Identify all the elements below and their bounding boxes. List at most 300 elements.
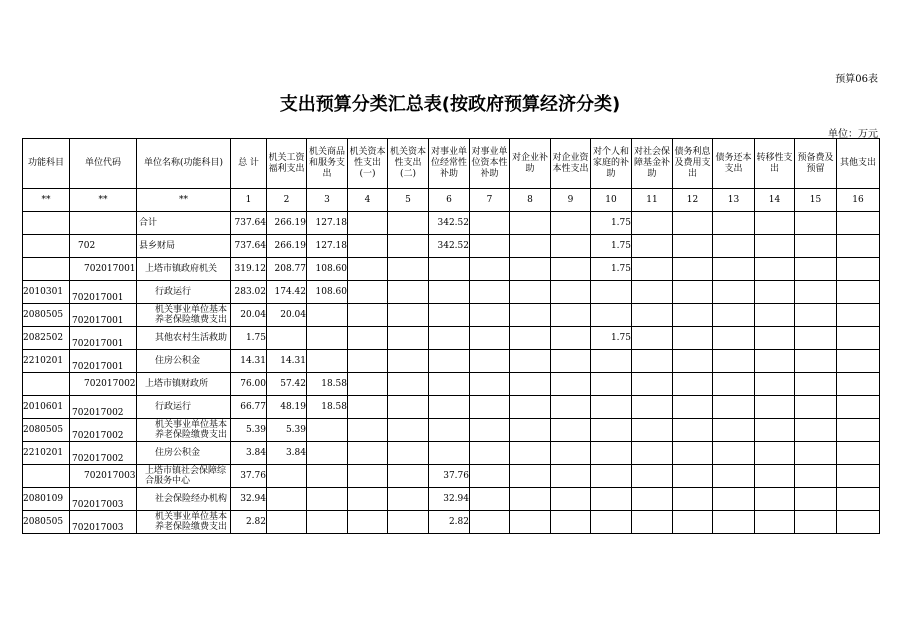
amount-cell: 208.77: [267, 258, 307, 281]
amount-cell: [713, 350, 755, 373]
amount-cell: 20.04: [267, 304, 307, 327]
amount-cell: [755, 419, 795, 442]
amount-cell: [388, 465, 429, 488]
amount-cell: [591, 465, 632, 488]
amount-cell: [470, 442, 510, 465]
amount-cell: [632, 465, 673, 488]
amount-cell: [837, 258, 880, 281]
amount-cell: 2.82: [429, 511, 470, 534]
amount-cell: [591, 419, 632, 442]
amount-cell: [510, 350, 551, 373]
amount-cell: [348, 304, 388, 327]
amount-cell: [470, 465, 510, 488]
amount-cell: [837, 442, 880, 465]
amount-cell: [673, 465, 713, 488]
amount-cell: [348, 235, 388, 258]
amount-cell: [551, 419, 591, 442]
amount-cell: 1.75: [231, 327, 267, 350]
amount-cell: [673, 258, 713, 281]
table-row: [23, 396, 880, 419]
column-header: 对社会保障基金补助: [632, 139, 673, 189]
amount-cell: [470, 396, 510, 419]
amount-cell: [307, 304, 348, 327]
unit-name: 县乡财局: [137, 235, 231, 258]
amount-cell: [673, 419, 713, 442]
unit-name: 上塔市镇政府机关: [137, 258, 231, 281]
amount-cell: [713, 442, 755, 465]
amount-cell: 319.12: [231, 258, 267, 281]
unit-name: 住房公积金: [137, 350, 231, 373]
amount-cell: 1.75: [591, 212, 632, 235]
unit-code: 702017001: [70, 281, 137, 304]
column-header: 机关资本性支出(一): [348, 139, 388, 189]
amount-cell: 342.52: [429, 235, 470, 258]
amount-cell: 174.42: [267, 281, 307, 304]
amount-cell: [837, 212, 880, 235]
column-header: 对个人和家庭的补助: [591, 139, 632, 189]
column-index: 15: [795, 189, 837, 212]
amount-cell: [632, 511, 673, 534]
amount-cell: [755, 235, 795, 258]
unit-code: 702017002: [70, 396, 137, 419]
amount-cell: 20.04: [231, 304, 267, 327]
amount-cell: [755, 212, 795, 235]
amount-cell: [673, 212, 713, 235]
column-header: 债务还本支出: [713, 139, 755, 189]
unit-code: 702017003: [70, 511, 137, 534]
amount-cell: [755, 350, 795, 373]
function-code: [23, 235, 70, 258]
amount-cell: [837, 350, 880, 373]
table-row: [23, 465, 880, 488]
amount-cell: [470, 327, 510, 350]
amount-cell: [348, 419, 388, 442]
amount-cell: [470, 281, 510, 304]
column-index: **: [70, 189, 137, 212]
function-code: 2080505: [23, 511, 70, 534]
amount-cell: [470, 419, 510, 442]
function-code: 2080505: [23, 304, 70, 327]
amount-cell: [713, 281, 755, 304]
amount-cell: [429, 327, 470, 350]
amount-cell: [755, 304, 795, 327]
amount-cell: [551, 258, 591, 281]
table-row: [23, 511, 880, 534]
unit-code: [70, 212, 137, 235]
amount-cell: [551, 350, 591, 373]
column-header: 机关资本性支出(二): [388, 139, 429, 189]
amount-cell: [632, 304, 673, 327]
unit-code: 702017002: [70, 419, 137, 442]
column-index: **: [23, 189, 70, 212]
table-row: [23, 212, 880, 235]
amount-cell: 32.94: [231, 488, 267, 511]
unit-name: 社会保险经办机构: [137, 488, 231, 511]
unit-code: 702017001: [70, 350, 137, 373]
amount-cell: [795, 488, 837, 511]
unit-name: 住房公积金: [137, 442, 231, 465]
amount-cell: 108.60: [307, 258, 348, 281]
column-header: 机关工资福利支出: [267, 139, 307, 189]
amount-cell: [795, 304, 837, 327]
amount-cell: 66.77: [231, 396, 267, 419]
amount-cell: [267, 511, 307, 534]
amount-cell: [713, 488, 755, 511]
amount-cell: [388, 258, 429, 281]
column-index: 13: [713, 189, 755, 212]
amount-cell: 5.39: [231, 419, 267, 442]
amount-cell: [837, 419, 880, 442]
amount-cell: [551, 511, 591, 534]
amount-cell: 5.39: [267, 419, 307, 442]
amount-cell: [348, 465, 388, 488]
column-index: 7: [470, 189, 510, 212]
amount-cell: [795, 465, 837, 488]
amount-cell: [348, 212, 388, 235]
amount-cell: [795, 258, 837, 281]
amount-cell: 32.94: [429, 488, 470, 511]
amount-cell: [429, 442, 470, 465]
amount-cell: 14.31: [231, 350, 267, 373]
unit-code: 702017002: [70, 442, 137, 465]
column-index: 4: [348, 189, 388, 212]
column-index: 8: [510, 189, 551, 212]
amount-cell: [713, 373, 755, 396]
amount-cell: [510, 465, 551, 488]
unit-name: 其他农村生活救助: [137, 327, 231, 350]
amount-cell: [551, 465, 591, 488]
amount-cell: [755, 281, 795, 304]
amount-cell: [795, 396, 837, 419]
amount-cell: [307, 511, 348, 534]
amount-cell: [551, 281, 591, 304]
amount-cell: [837, 304, 880, 327]
amount-cell: [673, 396, 713, 419]
column-index: 12: [673, 189, 713, 212]
column-header: 债务利息及费用支出: [673, 139, 713, 189]
amount-cell: [591, 511, 632, 534]
column-header: 单位代码: [70, 139, 137, 189]
amount-cell: [632, 281, 673, 304]
amount-cell: 76.00: [231, 373, 267, 396]
amount-cell: [267, 327, 307, 350]
column-index: 2: [267, 189, 307, 212]
amount-cell: [551, 396, 591, 419]
amount-cell: [837, 465, 880, 488]
amount-cell: [755, 327, 795, 350]
column-index: 9: [551, 189, 591, 212]
amount-cell: [388, 373, 429, 396]
amount-cell: [551, 212, 591, 235]
column-header: 其他支出: [837, 139, 880, 189]
amount-cell: [510, 488, 551, 511]
amount-cell: [510, 396, 551, 419]
amount-cell: [713, 212, 755, 235]
amount-cell: [348, 396, 388, 419]
amount-cell: [551, 488, 591, 511]
amount-cell: 737.64: [231, 235, 267, 258]
amount-cell: 127.18: [307, 235, 348, 258]
amount-cell: [673, 488, 713, 511]
table-row: [23, 281, 880, 304]
amount-cell: 266.19: [267, 212, 307, 235]
amount-cell: [470, 235, 510, 258]
form-number: 预算06表: [835, 74, 878, 85]
amount-cell: [348, 258, 388, 281]
unit-name: 机关事业单位基本养老保险缴费支出: [137, 304, 231, 327]
amount-cell: [673, 511, 713, 534]
amount-cell: [429, 350, 470, 373]
amount-cell: [348, 281, 388, 304]
amount-cell: [429, 373, 470, 396]
amount-cell: [510, 442, 551, 465]
amount-cell: [388, 212, 429, 235]
unit-code: 702017002: [70, 373, 137, 396]
table-body: [23, 212, 880, 534]
function-code: 2010601: [23, 396, 70, 419]
amount-cell: [429, 419, 470, 442]
unit-name: 合计: [137, 212, 231, 235]
amount-cell: 3.84: [231, 442, 267, 465]
column-index-row: [23, 189, 880, 212]
amount-cell: [307, 442, 348, 465]
amount-cell: [510, 304, 551, 327]
unit-code: 702017001: [70, 327, 137, 350]
amount-cell: 3.84: [267, 442, 307, 465]
amount-cell: [673, 281, 713, 304]
amount-cell: [551, 442, 591, 465]
amount-cell: [632, 419, 673, 442]
amount-cell: [795, 281, 837, 304]
amount-cell: [348, 327, 388, 350]
amount-cell: [551, 373, 591, 396]
amount-cell: [551, 327, 591, 350]
function-code: 2210201: [23, 442, 70, 465]
amount-cell: [307, 350, 348, 373]
function-code: 2082502: [23, 327, 70, 350]
amount-cell: [348, 488, 388, 511]
table-row: [23, 235, 880, 258]
function-code: [23, 373, 70, 396]
amount-cell: 1.75: [591, 327, 632, 350]
amount-cell: [510, 327, 551, 350]
amount-cell: [755, 465, 795, 488]
table-row: [23, 350, 880, 373]
amount-cell: [388, 350, 429, 373]
amount-cell: [837, 488, 880, 511]
amount-cell: [307, 488, 348, 511]
unit-name: 行政运行: [137, 281, 231, 304]
amount-cell: [388, 396, 429, 419]
amount-cell: [837, 511, 880, 534]
unit-name: 机关事业单位基本养老保险缴费支出: [137, 419, 231, 442]
table-row: [23, 419, 880, 442]
amount-cell: [755, 442, 795, 465]
unit-name: 行政运行: [137, 396, 231, 419]
amount-cell: [470, 212, 510, 235]
amount-cell: [632, 350, 673, 373]
amount-cell: 283.02: [231, 281, 267, 304]
amount-cell: [632, 258, 673, 281]
unit-name: 上塔市镇财政所: [137, 373, 231, 396]
amount-cell: [632, 212, 673, 235]
amount-cell: [673, 442, 713, 465]
amount-cell: [510, 419, 551, 442]
amount-cell: [591, 396, 632, 419]
amount-cell: 37.76: [429, 465, 470, 488]
amount-cell: [795, 212, 837, 235]
amount-cell: [837, 373, 880, 396]
amount-cell: [632, 442, 673, 465]
amount-cell: 2.82: [231, 511, 267, 534]
amount-cell: 108.60: [307, 281, 348, 304]
amount-cell: [673, 235, 713, 258]
amount-cell: [267, 465, 307, 488]
amount-cell: [388, 511, 429, 534]
column-header: 转移性支出: [755, 139, 795, 189]
amount-cell: [470, 304, 510, 327]
amount-cell: [673, 373, 713, 396]
amount-cell: [510, 373, 551, 396]
amount-cell: [713, 235, 755, 258]
column-header: 对企业资本性支出: [551, 139, 591, 189]
column-header: 对企业补助: [510, 139, 551, 189]
amount-cell: [632, 373, 673, 396]
amount-cell: [713, 396, 755, 419]
amount-cell: [755, 373, 795, 396]
amount-cell: [551, 304, 591, 327]
column-index: 3: [307, 189, 348, 212]
column-index: 6: [429, 189, 470, 212]
amount-cell: [837, 327, 880, 350]
amount-cell: 1.75: [591, 235, 632, 258]
amount-cell: [591, 442, 632, 465]
amount-cell: [348, 373, 388, 396]
amount-cell: 14.31: [267, 350, 307, 373]
unit-label: 单位：万元: [828, 129, 878, 140]
unit-code: 702: [70, 235, 137, 258]
amount-cell: [632, 235, 673, 258]
amount-cell: [673, 327, 713, 350]
column-header: 总 计: [231, 139, 267, 189]
column-index: 5: [388, 189, 429, 212]
function-code: 2010301: [23, 281, 70, 304]
amount-cell: [837, 396, 880, 419]
amount-cell: [388, 327, 429, 350]
amount-cell: [348, 350, 388, 373]
amount-cell: 57.42: [267, 373, 307, 396]
amount-cell: [713, 465, 755, 488]
amount-cell: [510, 511, 551, 534]
amount-cell: [429, 396, 470, 419]
unit-name: 上塔市镇社会保障综合服务中心: [137, 465, 231, 488]
amount-cell: [632, 396, 673, 419]
amount-cell: [551, 235, 591, 258]
amount-cell: 737.64: [231, 212, 267, 235]
amount-cell: [837, 235, 880, 258]
column-index: 10: [591, 189, 632, 212]
amount-cell: [837, 281, 880, 304]
table-row: [23, 442, 880, 465]
amount-cell: [470, 511, 510, 534]
function-code: [23, 212, 70, 235]
amount-cell: [713, 511, 755, 534]
amount-cell: [510, 258, 551, 281]
column-index: 14: [755, 189, 795, 212]
column-index: 11: [632, 189, 673, 212]
amount-cell: [429, 258, 470, 281]
amount-cell: [713, 419, 755, 442]
header-row: [23, 139, 880, 189]
amount-cell: [795, 511, 837, 534]
column-header: 机关商品和服务支出: [307, 139, 348, 189]
amount-cell: [795, 442, 837, 465]
amount-cell: [348, 511, 388, 534]
unit-code: 702017001: [70, 304, 137, 327]
amount-cell: [713, 258, 755, 281]
amount-cell: [591, 304, 632, 327]
amount-cell: [673, 350, 713, 373]
amount-cell: [632, 327, 673, 350]
page-title: 支出预算分类汇总表(按政府预算经济分类): [279, 94, 621, 115]
amount-cell: [470, 258, 510, 281]
amount-cell: [267, 488, 307, 511]
column-index: **: [137, 189, 231, 212]
amount-cell: [388, 419, 429, 442]
amount-cell: [470, 488, 510, 511]
amount-cell: [713, 304, 755, 327]
amount-cell: [795, 350, 837, 373]
table-row: [23, 304, 880, 327]
amount-cell: [388, 442, 429, 465]
column-index: 16: [837, 189, 880, 212]
amount-cell: [307, 419, 348, 442]
amount-cell: [755, 396, 795, 419]
function-code: 2080505: [23, 419, 70, 442]
amount-cell: 37.76: [231, 465, 267, 488]
budget-table: [22, 138, 880, 534]
amount-cell: [510, 235, 551, 258]
column-header: 对事业单位资本性补助: [470, 139, 510, 189]
amount-cell: [388, 281, 429, 304]
table-row: [23, 488, 880, 511]
unit-code: 702017003: [70, 465, 137, 488]
amount-cell: [429, 281, 470, 304]
amount-cell: [591, 281, 632, 304]
amount-cell: [755, 511, 795, 534]
amount-cell: [307, 327, 348, 350]
amount-cell: [470, 373, 510, 396]
amount-cell: [673, 304, 713, 327]
amount-cell: [755, 488, 795, 511]
unit-name: 机关事业单位基本养老保险缴费支出: [137, 511, 231, 534]
column-header: 对事业单位经常性补助: [429, 139, 470, 189]
amount-cell: [591, 488, 632, 511]
column-header: 单位名称(功能科目): [137, 139, 231, 189]
amount-cell: 127.18: [307, 212, 348, 235]
amount-cell: [307, 465, 348, 488]
amount-cell: [755, 258, 795, 281]
amount-cell: [470, 350, 510, 373]
amount-cell: 342.52: [429, 212, 470, 235]
amount-cell: [795, 327, 837, 350]
table-row: [23, 327, 880, 350]
amount-cell: [795, 235, 837, 258]
table-row: [23, 373, 880, 396]
amount-cell: [591, 373, 632, 396]
column-index: 1: [231, 189, 267, 212]
amount-cell: [713, 327, 755, 350]
